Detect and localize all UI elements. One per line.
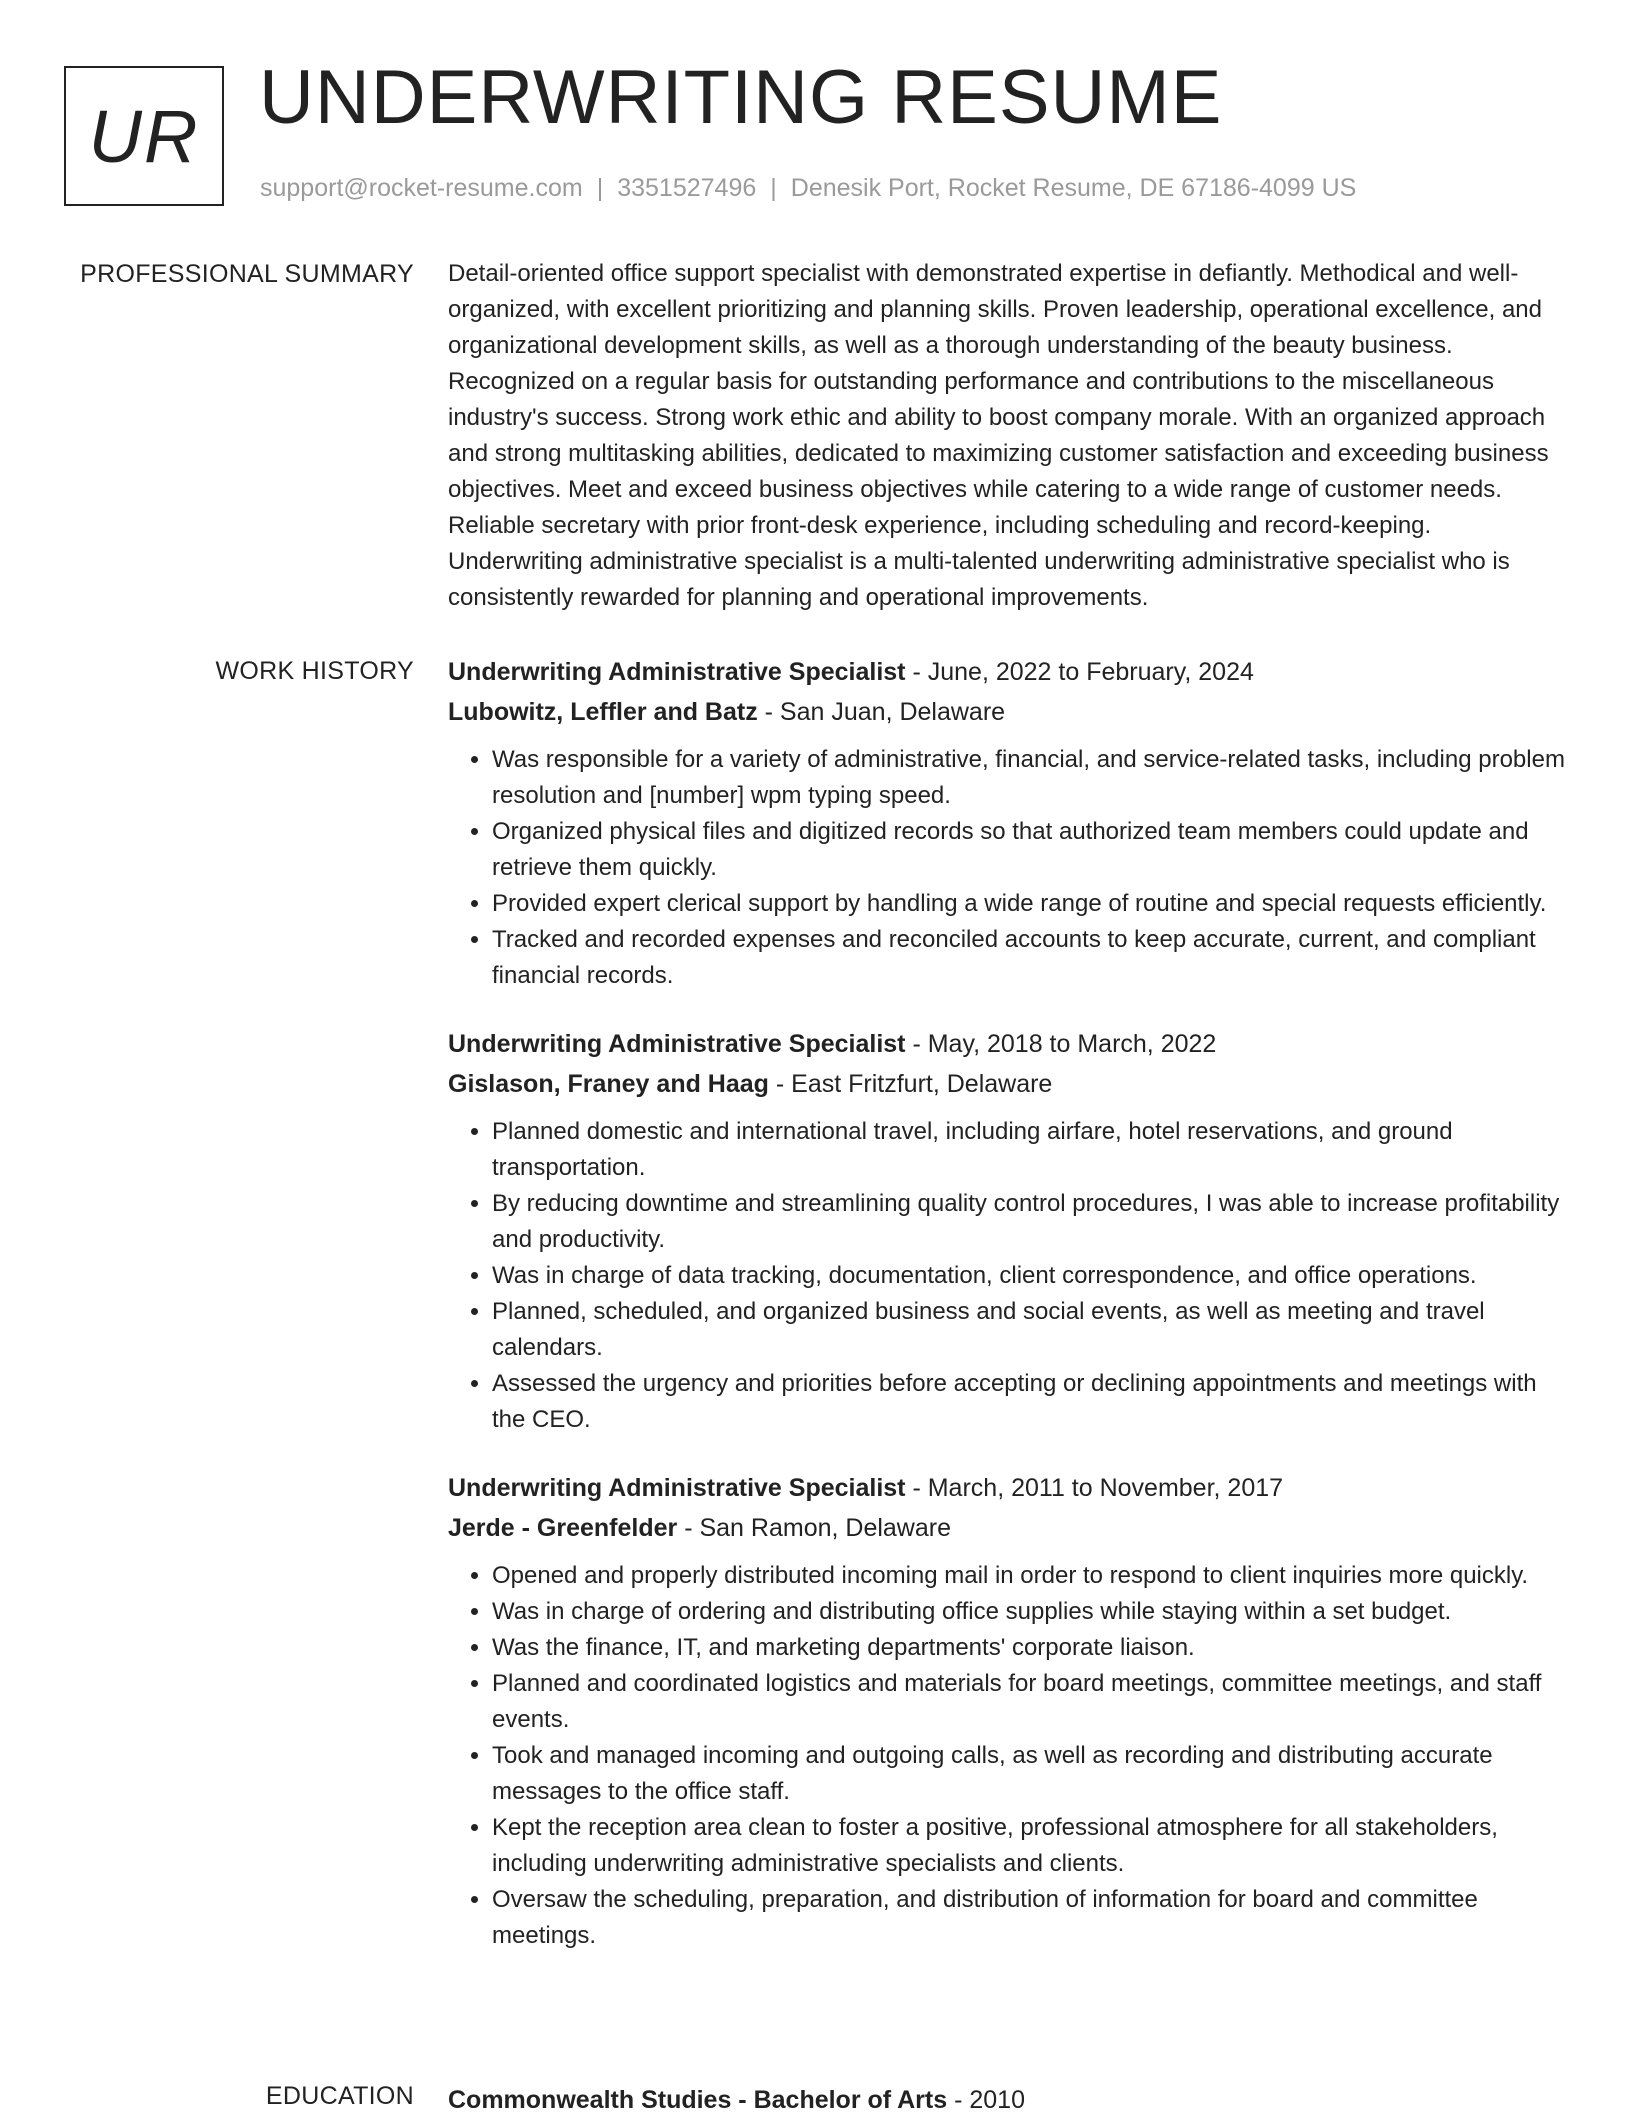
job-bullet: • Kept the reception area clean to foster a positive, professional atmosphere for all stakeholders, including underwriting administrative specialists and clients. <box>492 1810 1568 1882</box>
job-bullet: • Planned and coordinated logistics and materials for board meetings, committee meetings, and staff events. <box>492 1666 1568 1738</box>
job-bullet: • Was in charge of data tracking, documentation, client correspondence, and office operations. <box>492 1258 1568 1294</box>
contact-address: Denesik Port, Rocket Resume, DE 67186-4099 US <box>790 174 1357 202</box>
job-bullet: • Organized physical files and digitized records so that authorized team members could update and retrieve them quickly. <box>492 814 1568 886</box>
job-dates: - March, 2011 to November, 2017 <box>905 1474 1284 1502</box>
job-bullet: • Was responsible for a variety of administrative, financial, and service-related tasks, including problem resolution and [number] wpm typing speed. <box>492 742 1568 814</box>
contact-separator: | <box>770 174 777 202</box>
job-dates: - May, 2018 to March, 2022 <box>905 1030 1217 1058</box>
education-heading: EDUCATION <box>265 2082 414 2110</box>
job-title-line <box>448 652 1568 692</box>
job-company: Lubowitz, Leffler and Batz <box>448 698 758 726</box>
job-title-line <box>448 1468 1568 1508</box>
job-company: Gislason, Franey and Haag <box>448 1070 769 1098</box>
job-bullet: • Opened and properly distributed incoming mail in order to respond to client inquiries more quickly. <box>492 1558 1568 1594</box>
work-heading: WORK HISTORY <box>215 657 414 685</box>
education-degree: Commonwealth Studies - Bachelor of Arts <box>448 2086 948 2114</box>
work-body <box>448 652 1568 1984</box>
job-bullet: • Planned, scheduled, and organized business and social events, as well as meeting and travel calendars. <box>492 1294 1568 1366</box>
job-title-line <box>448 1024 1568 1064</box>
job-location: - San Ramon, Delaware <box>677 1514 951 1542</box>
job-bullets <box>448 1558 1568 1954</box>
job-title: Underwriting Administrative Specialist <box>448 1030 906 1058</box>
job-bullet: • Provided expert clerical support by handling a wide range of routine and special requests efficiently. <box>492 886 1568 922</box>
job-entry <box>448 1024 1568 1438</box>
summary-body <box>448 256 1568 616</box>
job-bullet: • Was the finance, IT, and marketing departments' corporate liaison. <box>492 1630 1568 1666</box>
contact-line <box>260 174 1356 203</box>
job-location: - East Fritzfurt, Delaware <box>768 1070 1053 1098</box>
education-body <box>448 2082 1568 2118</box>
education-year: - 2010 <box>947 2086 1025 2114</box>
monogram-logo: UR <box>64 66 224 206</box>
job-company-line <box>448 1064 1568 1104</box>
job-bullet: • Tracked and recorded expenses and reconciled accounts to keep accurate, current, and compliant financial records. <box>492 922 1568 994</box>
job-bullet: • By reducing downtime and streamlining quality control procedures, I was able to increase profitability and productivity. <box>492 1186 1568 1258</box>
contact-email: support@rocket-resume.com <box>260 174 583 202</box>
job-title: Underwriting Administrative Specialist <box>448 658 906 686</box>
job-dates: - June, 2022 to February, 2024 <box>905 658 1254 686</box>
resume-title: UNDERWRITING RESUME <box>259 55 1223 140</box>
job-title: Underwriting Administrative Specialist <box>448 1474 906 1502</box>
education-line <box>448 2082 1568 2118</box>
job-bullets <box>448 1114 1568 1438</box>
job-bullet: • Oversaw the scheduling, preparation, and distribution of information for board and committee meetings. <box>492 1882 1568 1954</box>
summary-heading: PROFESSIONAL SUMMARY <box>80 260 414 288</box>
summary-text: Detail-oriented office support specialist with demonstrated expertise in defiantly. Methodical and well-organized, with excellent prioritizing and planning skills. Proven leadership, operational excellence, and organizational development skills, as well as a thorough understanding of the beauty business. Recognized on a regular basis for outstanding performance and contributions to the miscellaneous industry's success. Strong work ethic and ability to boost company morale. With an organized approach and strong multitasking abilities, dedicated to maximizing customer satisfaction and exceeding business objectives. Meet and exceed business objectives while catering to a wide range of customer needs. Reliable secretary with prior front-desk experience, including scheduling and record-keeping. Underwriting administrative specialist is a multi-talented underwriting administrative specialist who is consistently rewarded for planning and operational improvements. <box>448 260 1549 611</box>
job-company-line <box>448 1508 1568 1548</box>
job-bullet: • Planned domestic and international travel, including airfare, hotel reservations, and ground transportation. <box>492 1114 1568 1186</box>
job-bullets <box>448 742 1568 994</box>
job-bullet: • Took and managed incoming and outgoing calls, as well as recording and distributing accurate messages to the office staff. <box>492 1738 1568 1810</box>
job-bullet: • Was in charge of ordering and distributing office supplies while staying within a set budget. <box>492 1594 1568 1630</box>
job-bullet: • Assessed the urgency and priorities before accepting or declining appointments and meetings with the CEO. <box>492 1366 1568 1438</box>
contact-phone: 3351527496 <box>617 174 757 202</box>
job-company: Jerde - Greenfelder <box>448 1514 678 1542</box>
job-location: - San Juan, Delaware <box>757 698 1006 726</box>
contact-separator: | <box>596 174 604 202</box>
job-company-line <box>448 692 1568 732</box>
job-entry <box>448 652 1568 994</box>
job-entry <box>448 1468 1568 1954</box>
